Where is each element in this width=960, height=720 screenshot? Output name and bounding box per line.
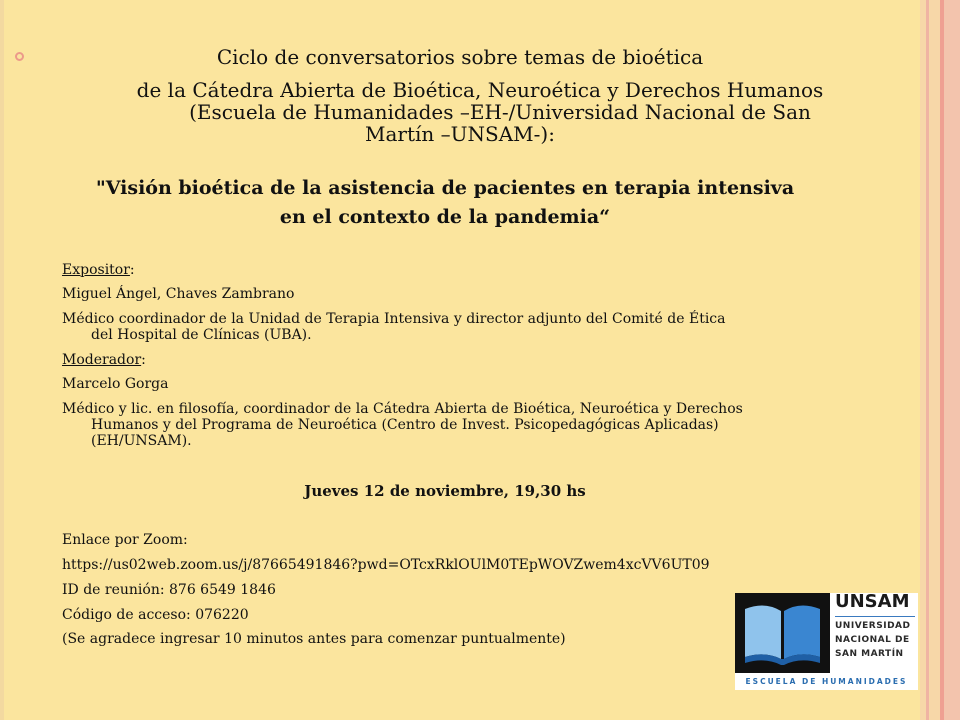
- expositor-label: Expositor: [62, 262, 130, 278]
- logo-footer: ESCUELA DE HUMANIDADES: [745, 677, 908, 686]
- header-line-4: Martín –UNSAM-):: [365, 122, 555, 146]
- moderador-desc-3: (EH/UNSAM).: [91, 433, 192, 449]
- zoom-label: Enlace por Zoom:: [62, 532, 188, 548]
- expositor-desc-1: Médico coordinador de la Unidad de Terapia Intensiva y director adjunto del Comité de Ética: [62, 311, 726, 327]
- unsam-logo: [735, 593, 918, 690]
- moderador-label: Moderador: [62, 352, 142, 368]
- moderador-desc-2: Humanos y del Programa de Neuroética (Centro de Invest. Psicopedagógicas Aplicadas): [91, 417, 719, 433]
- talk-title-line-2: en el contexto de la pandemia“: [279, 206, 611, 228]
- logo-sub-1: UNIVERSIDAD: [835, 621, 911, 631]
- moderador-heading: Moderador:: [62, 352, 146, 368]
- logo-sub-2: NACIONAL DE: [835, 635, 910, 645]
- header-line-2: de la Cátedra Abierta de Bioética, Neuroética y Derechos Humanos: [136, 78, 824, 102]
- open-book-icon: [735, 593, 830, 673]
- logo-divider: [835, 616, 915, 617]
- talk-title-line-1: "Visión bioética de la asistencia de pacientes en terapia intensiva: [95, 177, 795, 199]
- moderador-name: Marcelo Gorga: [62, 376, 169, 392]
- logo-sub-3: SAN MARTÍN: [835, 649, 904, 659]
- header-line-1: Ciclo de conversatorios sobre temas de bioética: [216, 45, 704, 69]
- left-accent-bar: [0, 0, 4, 720]
- event-date: Jueves 12 de noviembre, 19,30 hs: [304, 482, 586, 500]
- header-line-3: (Escuela de Humanidades –EH-/Universidad Nacional de San: [189, 100, 811, 124]
- zoom-note: (Se agradece ingresar 10 minutos antes para comenzar puntualmente): [62, 631, 566, 647]
- moderador-desc-1: Médico y lic. en filosofía, coordinador de la Cátedra Abierta de Bioética, Neuroética y Derechos: [62, 401, 743, 417]
- zoom-passcode: Código de acceso: 076220: [62, 607, 249, 623]
- expositor-name: Miguel Ángel, Chaves Zambrano: [62, 286, 295, 302]
- zoom-link[interactable]: https://us02web.zoom.us/j/87665491846?pwd=OTcxRklOUlM0TEpWOVZwem4xcVV6UT09: [62, 557, 710, 573]
- zoom-meeting-id: ID de reunión: 876 6549 1846: [62, 582, 276, 598]
- expositor-desc-2: del Hospital de Clínicas (UBA).: [91, 327, 312, 343]
- expositor-heading: Expositor:: [62, 262, 135, 278]
- logo-unsam-text: UNSAM: [835, 591, 910, 612]
